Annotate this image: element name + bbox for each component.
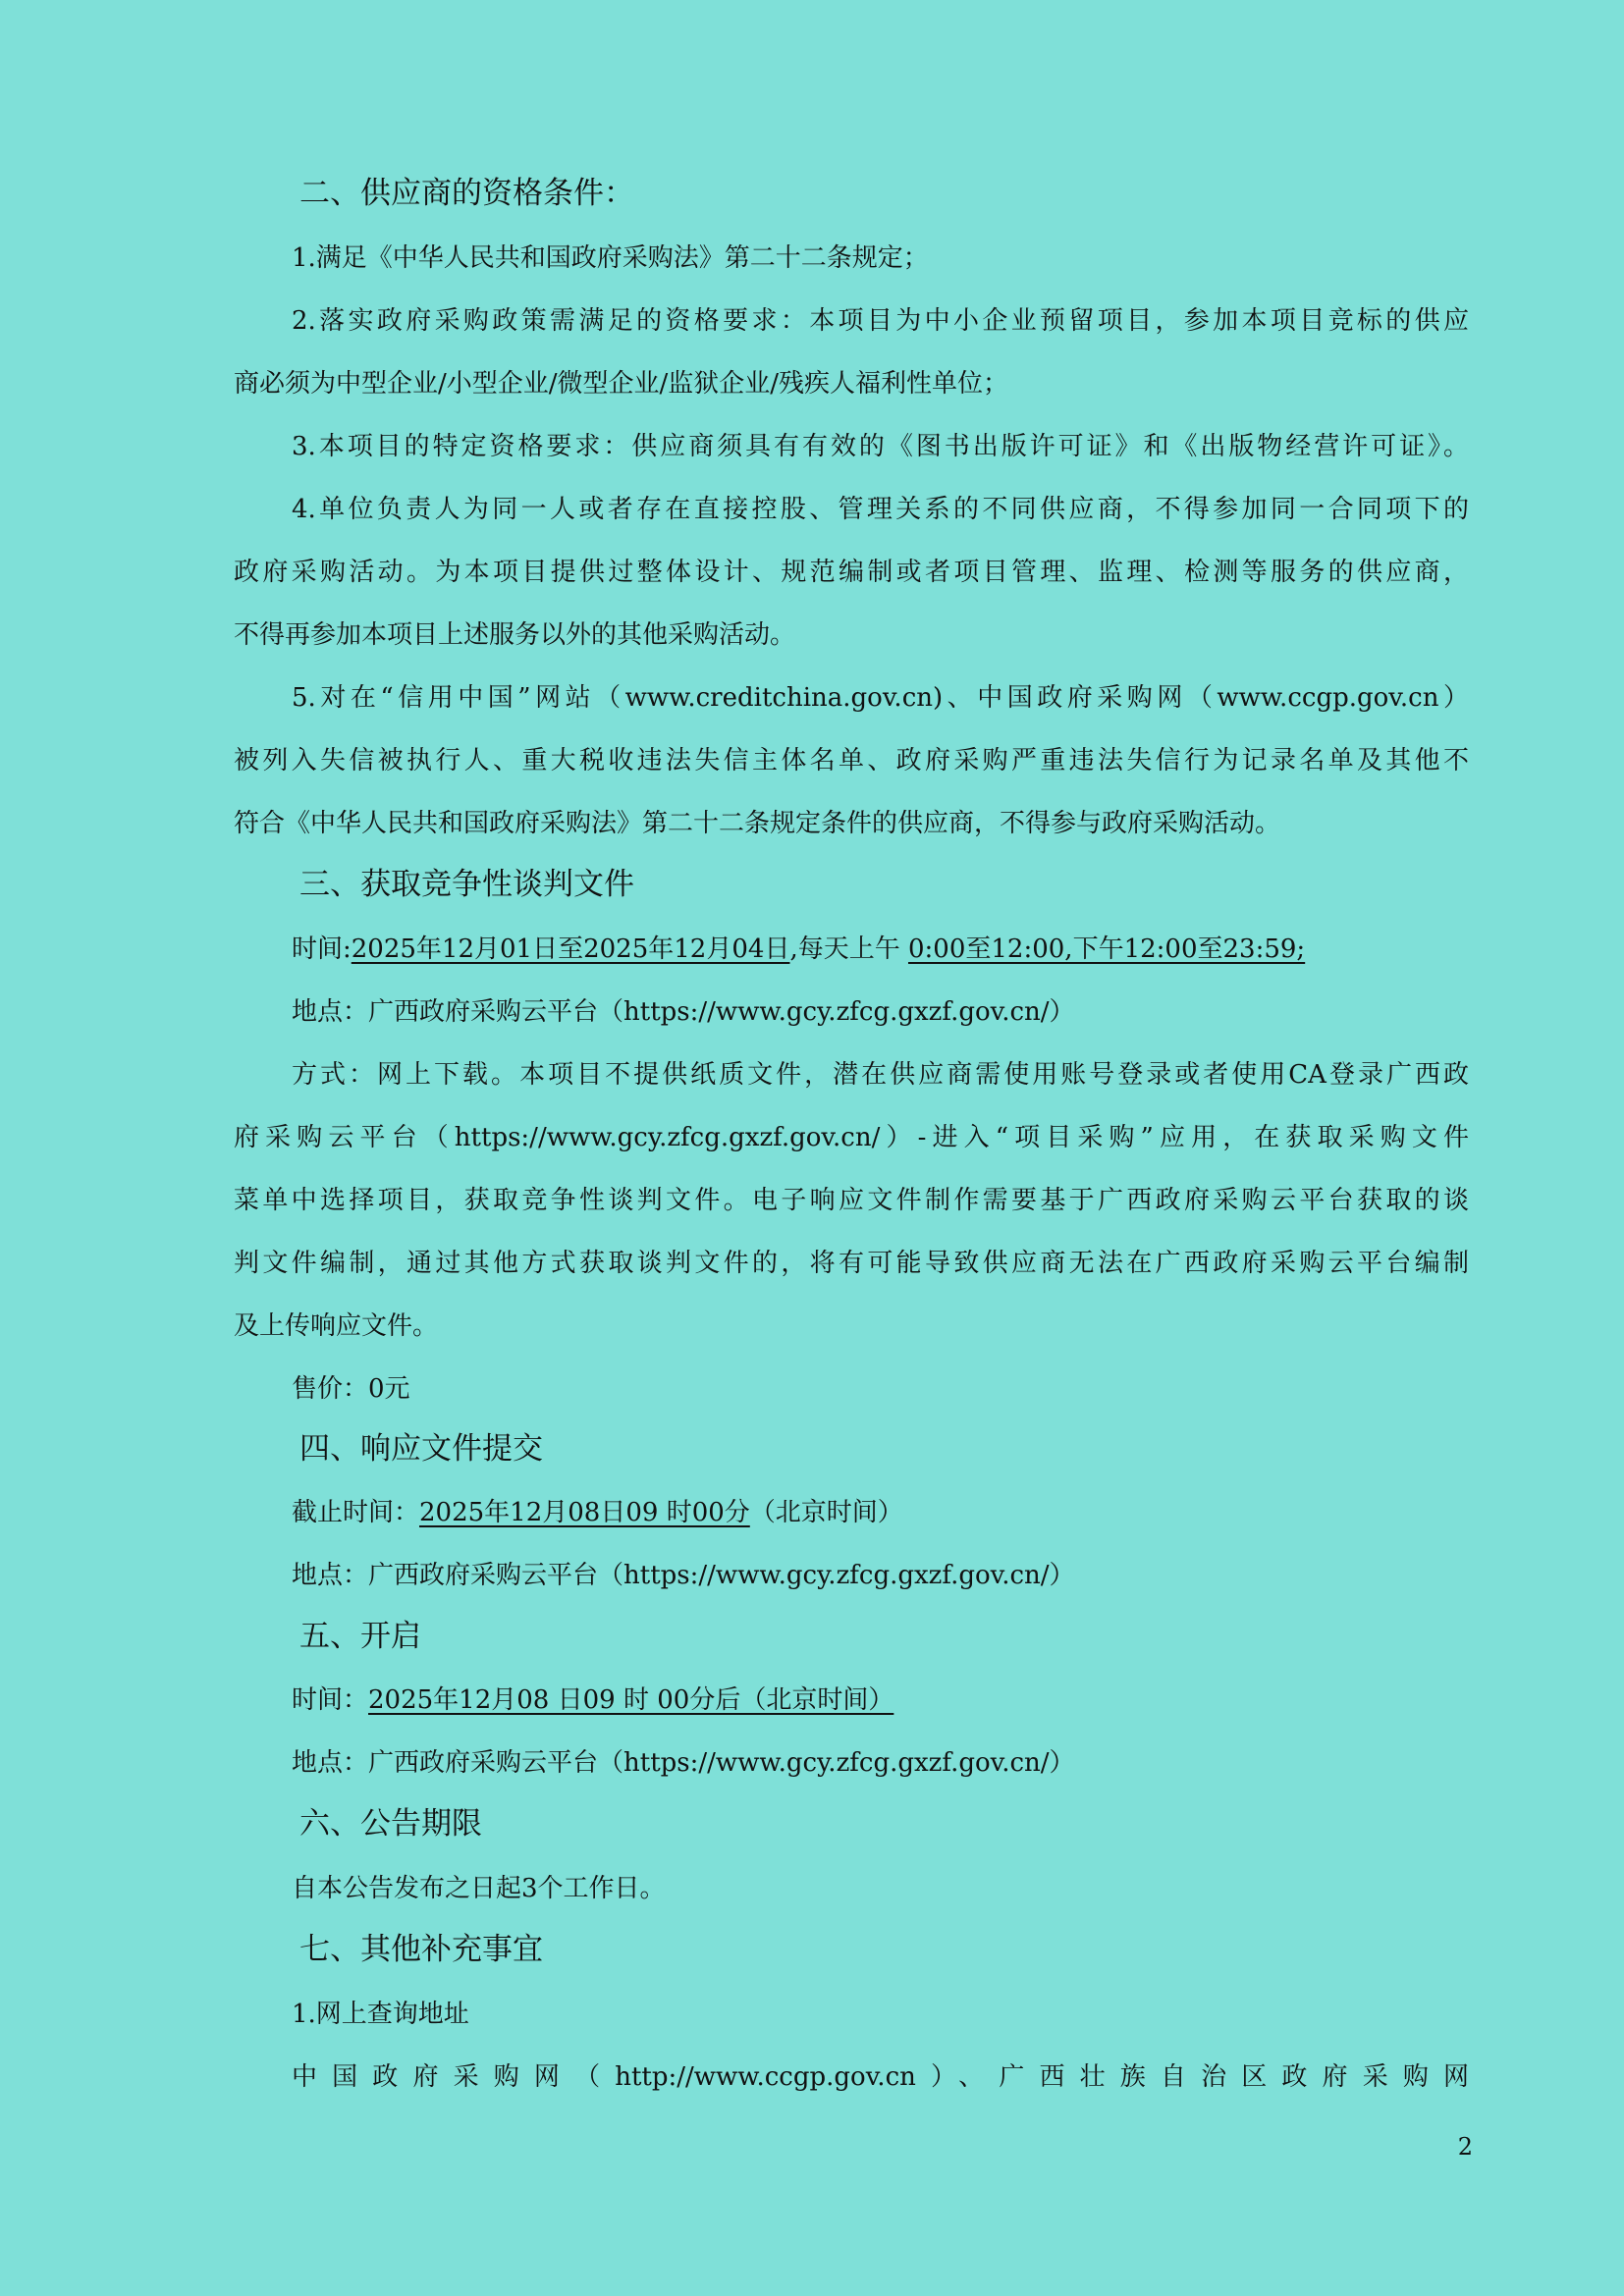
section2-item4-line2: 政府采购活动。为本项目提供过整体设计、规范编制或者项目管理、监理、检测等服务的供应商， xyxy=(234,558,1469,587)
section7-heading: 七、其他补充事宜 xyxy=(299,1932,543,1967)
section5-place-label: 地点： xyxy=(292,1748,369,1778)
section4-place xyxy=(292,1556,1469,1595)
section6-heading: 六、公告期限 xyxy=(299,1806,482,1842)
section3-time-mid: ,每天上午 xyxy=(789,934,908,964)
section7-item1: 1.网上查询地址 xyxy=(292,2000,469,2029)
section3-time xyxy=(292,930,1469,969)
section3-method-line4: 判文件编制，通过其他方式获取谈判文件的，将有可能导致供应商无法在广西政府采购云平台编制 xyxy=(234,1249,1469,1278)
section5-time-value: 2025年12月08 日09 时 00分后（北京时间） xyxy=(368,1685,894,1715)
section7-item1-line: 中国政府采购网（http://www.ccgp.gov.cn）、广西壮族自治区政府采购网 xyxy=(292,2062,1469,2092)
section3-time-label: 时间: xyxy=(292,934,352,964)
section4-place-label: 地点： xyxy=(292,1561,369,1590)
section2-item5-line1: 5.对在“信用中国”网站（www.creditchina.gov.cn)、中国政府采购网（www.ccgp.gov.cn） xyxy=(292,683,1469,713)
section3-method-line1: 方式：网上下载。本项目不提供纸质文件，潜在供应商需使用账号登录或者使用CA登录广西政 xyxy=(292,1060,1469,1090)
section4-deadline-label: 截止时间： xyxy=(292,1498,420,1527)
section3-place-label: 地点： xyxy=(292,997,369,1027)
section3-place-value: 广西政府采购云平台（https://www.gcy.zfcg.gxzf.gov.cn/） xyxy=(368,997,1075,1027)
section4-place-value: 广西政府采购云平台（https://www.gcy.zfcg.gxzf.gov.cn/） xyxy=(368,1561,1075,1590)
section3-method-line2: 府采购云平台（https://www.gcy.zfcg.gxzf.gov.cn/）-进入“项目采购”应用，在获取采购文件 xyxy=(234,1123,1469,1152)
section3-price: 售价：0元 xyxy=(292,1374,410,1404)
section4-deadline xyxy=(292,1493,1469,1532)
section2-item2-line1: 2.落实政府采购政策需满足的资格要求：本项目为中小企业预留项目，参加本项目竞标的供应 xyxy=(292,306,1469,336)
section2-item4-line3: 不得再参加本项目上述服务以外的其他采购活动。 xyxy=(234,620,796,650)
section5-place xyxy=(292,1743,1469,1783)
section4-deadline-suffix: （北京时间） xyxy=(749,1498,903,1527)
section6-text: 自本公告发布之日起3个工作日。 xyxy=(292,1874,666,1903)
section2-item2-line2: 商必须为中型企业/小型企业/微型企业/监狱企业/残疾人福利性单位； xyxy=(234,369,1009,399)
section3-place xyxy=(292,992,1469,1032)
section2-item5-line2: 被列入失信被执行人、重大税收违法失信主体名单、政府采购严重违法失信行为记录名单及其他不 xyxy=(234,746,1469,775)
section3-heading: 三、获取竞争性谈判文件 xyxy=(299,867,634,902)
section3-time-hours: 0:00至12:00,下午12:00至23:59; xyxy=(907,934,1306,964)
section5-heading: 五、开启 xyxy=(299,1619,421,1654)
section3-time-value: 2025年12月01日至2025年12月04日 xyxy=(351,934,790,964)
section5-time xyxy=(292,1681,1469,1720)
section2-item4-line1: 4.单位负责人为同一人或者存在直接控股、管理关系的不同供应商，不得参加同一合同项下的 xyxy=(292,495,1469,524)
page-number: 2 xyxy=(1457,2133,1473,2161)
section2-heading: 二、供应商的资格条件： xyxy=(299,176,634,211)
section5-time-label: 时间： xyxy=(292,1685,369,1715)
section4-deadline-value: 2025年12月08日09 时00分 xyxy=(419,1498,750,1527)
section2-item1: 1.满足《中华人民共和国政府采购法》第二十二条规定； xyxy=(292,243,929,273)
section3-method-line5: 及上传响应文件。 xyxy=(234,1311,439,1341)
section3-method-line3: 菜单中选择项目，获取竞争性谈判文件。电子响应文件制作需要基于广西政府采购云平台获取的谈 xyxy=(234,1186,1469,1215)
section4-heading: 四、响应文件提交 xyxy=(299,1431,543,1467)
section2-item3: 3.本项目的特定资格要求：供应商须具有有效的《图书出版许可证》和《出版物经营许可证》。 xyxy=(292,432,1469,461)
section2-item5-line3: 符合《中华人民共和国政府采购法》第二十二条规定条件的供应商，不得参与政府采购活动。 xyxy=(234,809,1281,838)
section5-place-value: 广西政府采购云平台（https://www.gcy.zfcg.gxzf.gov.cn/） xyxy=(368,1748,1075,1778)
